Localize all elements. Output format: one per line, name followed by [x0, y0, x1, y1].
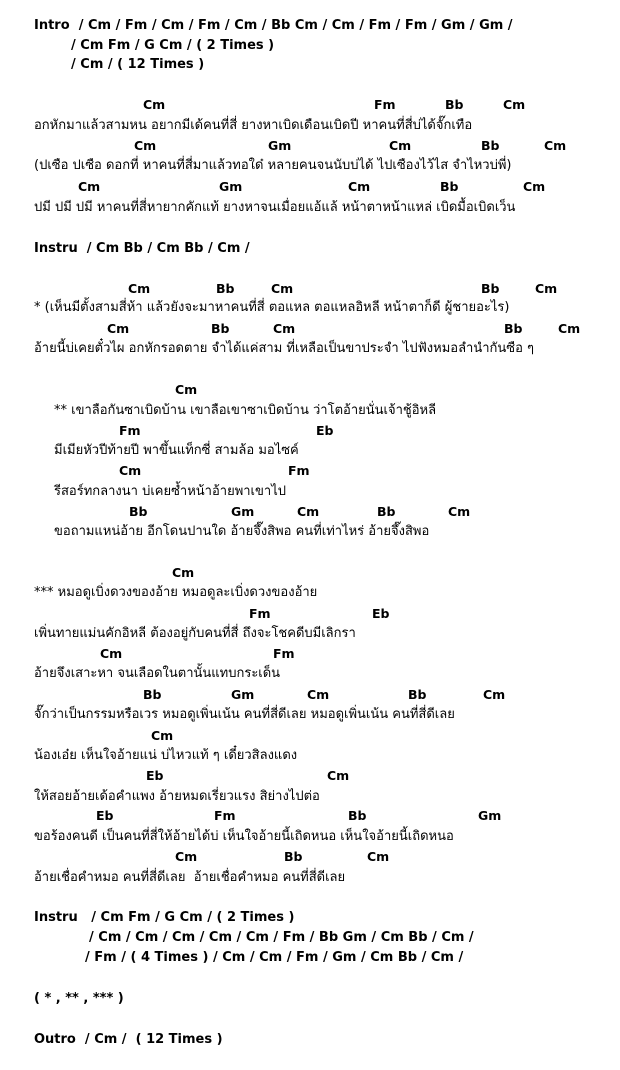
lyric-line: อ้ายจึงเสาะหา จนเลือดในตานั้นแทบกระเด็น — [34, 666, 281, 681]
chord-symbol: Gm — [219, 179, 243, 194]
intro-line-2: / Cm Fm / G Cm / ( 2 Times ) — [71, 38, 275, 53]
chord-symbol: Gm — [231, 687, 255, 702]
lyric-line: ขอถามแหน่อ้าย อีกโดนปานใด อ้ายจึ๊งสิพอ คนที่เท่าไหร่ อ้ายจึ๊งสิพอ — [54, 524, 430, 539]
chord-symbol: Cm — [389, 138, 412, 153]
chord-symbol: Cm — [107, 321, 130, 336]
chord-symbol: Cm — [172, 565, 195, 580]
chord-symbol: Cm — [175, 849, 198, 864]
lyric-line: มีเมียหัวปีท้ายปี พาขึ้นแท็กซี่ สามล้อ มอไซค์ — [54, 443, 299, 458]
chord-symbol: Bb — [129, 504, 148, 519]
chord-symbol: Cm — [523, 179, 546, 194]
lyric-line: อ้ายนี้บ่เคยตั๋วไผ อกหักรอดตาย จำได้แค่สาม ที่เหลือเป็นขาประจำ ไปฟังหมอลำนำกันซือ ๆ — [34, 341, 535, 356]
chord-symbol: Bb — [408, 687, 427, 702]
instru-2-line-2: / Cm / Cm / Cm / Cm / Cm / Fm / Bb Gm / Cm Bb / Cm / — [89, 930, 474, 945]
outro-line: Outro / Cm / ( 12 Times ) — [34, 1032, 223, 1047]
lyric-line: จั๊กว่าเป็นกรรมหรือเวร หมอดูเพิ่นเน้น คนที่สี่ดีเลย หมอดูเพิ่นเน้น คนที่สี่ดีเลย — [34, 707, 455, 722]
chord-symbol: Bb — [377, 504, 396, 519]
chord-symbol: Eb — [96, 808, 114, 823]
intro-line-1: Intro / Cm / Fm / Cm / Fm / Cm / Bb Cm / Cm / Fm / Fm / Gm / Gm / — [34, 18, 513, 33]
intro-line-3: / Cm / ( 12 Times ) — [71, 57, 205, 72]
chord-symbol: Gm — [231, 504, 255, 519]
lyric-line: ** เขาลือกันซาเบิดบ้าน เขาลือเขาซาเบิดบ้าน ว่าโตอ้ายนั่นเจ้าชู้อิหลี — [54, 403, 437, 418]
chord-symbol: Cm — [273, 321, 296, 336]
lyric-line: น้องเอ๋ย เห็นใจอ้ายแน่ บ่ไหวแท้ ๆ เดี๋ยวสิลงแดง — [34, 748, 298, 763]
chord-symbol: Cm — [544, 138, 567, 153]
chord-symbol: Bb — [481, 138, 500, 153]
chord-symbol: Cm — [143, 97, 166, 112]
chord-symbol: Bb — [504, 321, 523, 336]
lyric-line: อ้ายเชื่อคำหมอ คนที่สี่ดีเลย อ้ายเชื่อคำหมอ คนที่สี่ดีเลย — [34, 870, 346, 885]
chord-symbol: Cm — [307, 687, 330, 702]
chord-symbol: Cm — [297, 504, 320, 519]
lyric-line: อกหักมาแล้วสามหน อยากมีเด้คนที่สี่ ยางหาเบิดเดือนเบิดปี หาคนที่สี่บ่ได้จั๊กเทือ — [34, 118, 473, 133]
chord-symbol: Cm — [271, 281, 294, 296]
chord-symbol: Cm — [483, 687, 506, 702]
instru-1: Instru / Cm Bb / Cm Bb / Cm / — [34, 241, 250, 256]
chord-symbol: Eb — [146, 768, 164, 783]
chord-symbol: Fm — [249, 606, 271, 621]
lyric-line: รีสอร์ทกลางนา บ่เคยซ้ำหน้าอ้ายพาเขาไป — [54, 484, 286, 499]
chord-symbol: Bb — [211, 321, 230, 336]
chord-symbol: Bb — [445, 97, 464, 112]
chord-symbol: Cm — [448, 504, 471, 519]
lyric-line: เพิ่นทายแม่นคักอิหลี ต้องอยู่กับคนที่สี่ ถึงจะโชคดีบมีเลิกรา — [34, 626, 356, 641]
chord-symbol: Cm — [558, 321, 581, 336]
chord-symbol: Cm — [134, 138, 157, 153]
repeat-marker: ( * , ** , *** ) — [34, 991, 124, 1006]
chord-symbol: Cm — [327, 768, 350, 783]
chord-symbol: Cm — [100, 646, 123, 661]
instru-2-line-1: Instru / Cm Fm / G Cm / ( 2 Times ) — [34, 910, 295, 925]
chord-symbol: Bb — [481, 281, 500, 296]
chord-symbol: Cm — [128, 281, 151, 296]
chord-symbol: Gm — [478, 808, 502, 823]
chord-symbol: Fm — [288, 463, 310, 478]
chord-symbol: Bb — [440, 179, 459, 194]
lyric-line: (ปเซือ ปเซือ ดอกที่ หาคนที่สี่มาแล้วทอใด๋ หลายคนจนนับบ่ได้ ไปเซืองไว้ไส จำไหวบ่พี่) — [34, 158, 512, 173]
lyric-line: *** หมอดูเบิ่งดวงของอ้าย หมอดูละเบิ่งดวงของอ้าย — [34, 585, 318, 600]
chord-symbol: Bb — [216, 281, 235, 296]
chord-symbol: Cm — [119, 463, 142, 478]
chord-symbol: Cm — [503, 97, 526, 112]
chord-symbol: Cm — [535, 281, 558, 296]
chord-symbol: Fm — [273, 646, 295, 661]
chord-symbol: Eb — [372, 606, 390, 621]
chord-symbol: Bb — [143, 687, 162, 702]
lyric-line: ขอร้องคนดี เป็นคนที่สี่ให้อ้ายได้บ่ เห็นใจอ้ายนี้เถิดหนอ เห็นใจอ้ายนี้เถิดหนอ — [34, 829, 454, 844]
chord-symbol: Fm — [214, 808, 236, 823]
chord-symbol: Gm — [268, 138, 292, 153]
chord-symbol: Cm — [367, 849, 390, 864]
chord-symbol: Fm — [374, 97, 396, 112]
chord-symbol: Eb — [316, 423, 334, 438]
lyric-line: ปมี ปมี ปมี หาคนที่สี่หายากคักแท้ ยางหาจนเมื่อยแอ้แล้ หน้าตาหน้าแหล่ เบิดมื้อเบิดเว็น — [34, 200, 516, 215]
chord-symbol: Cm — [151, 728, 174, 743]
chord-symbol: Cm — [175, 382, 198, 397]
chord-symbol: Cm — [348, 179, 371, 194]
lyric-line: * (เห็นมีตั้งสามสี่ห้า แล้วยังจะมาหาคนที่สี่ ตอแหล ตอแหลอิหลี หน้าตาก็ดี ผู้ชายอะไร) — [34, 300, 510, 315]
chord-symbol: Bb — [284, 849, 303, 864]
chord-symbol: Cm — [78, 179, 101, 194]
chord-symbol: Bb — [348, 808, 367, 823]
chord-symbol: Fm — [119, 423, 141, 438]
instru-2-line-3: / Fm / ( 4 Times ) / Cm / Cm / Fm / Gm / Cm Bb / Cm / — [85, 950, 464, 965]
lyric-line: ให้สอยอ้ายเด้อคำแพง อ้ายหมดเรี่ยวแรง สิย่างไปต่อ — [34, 789, 320, 804]
